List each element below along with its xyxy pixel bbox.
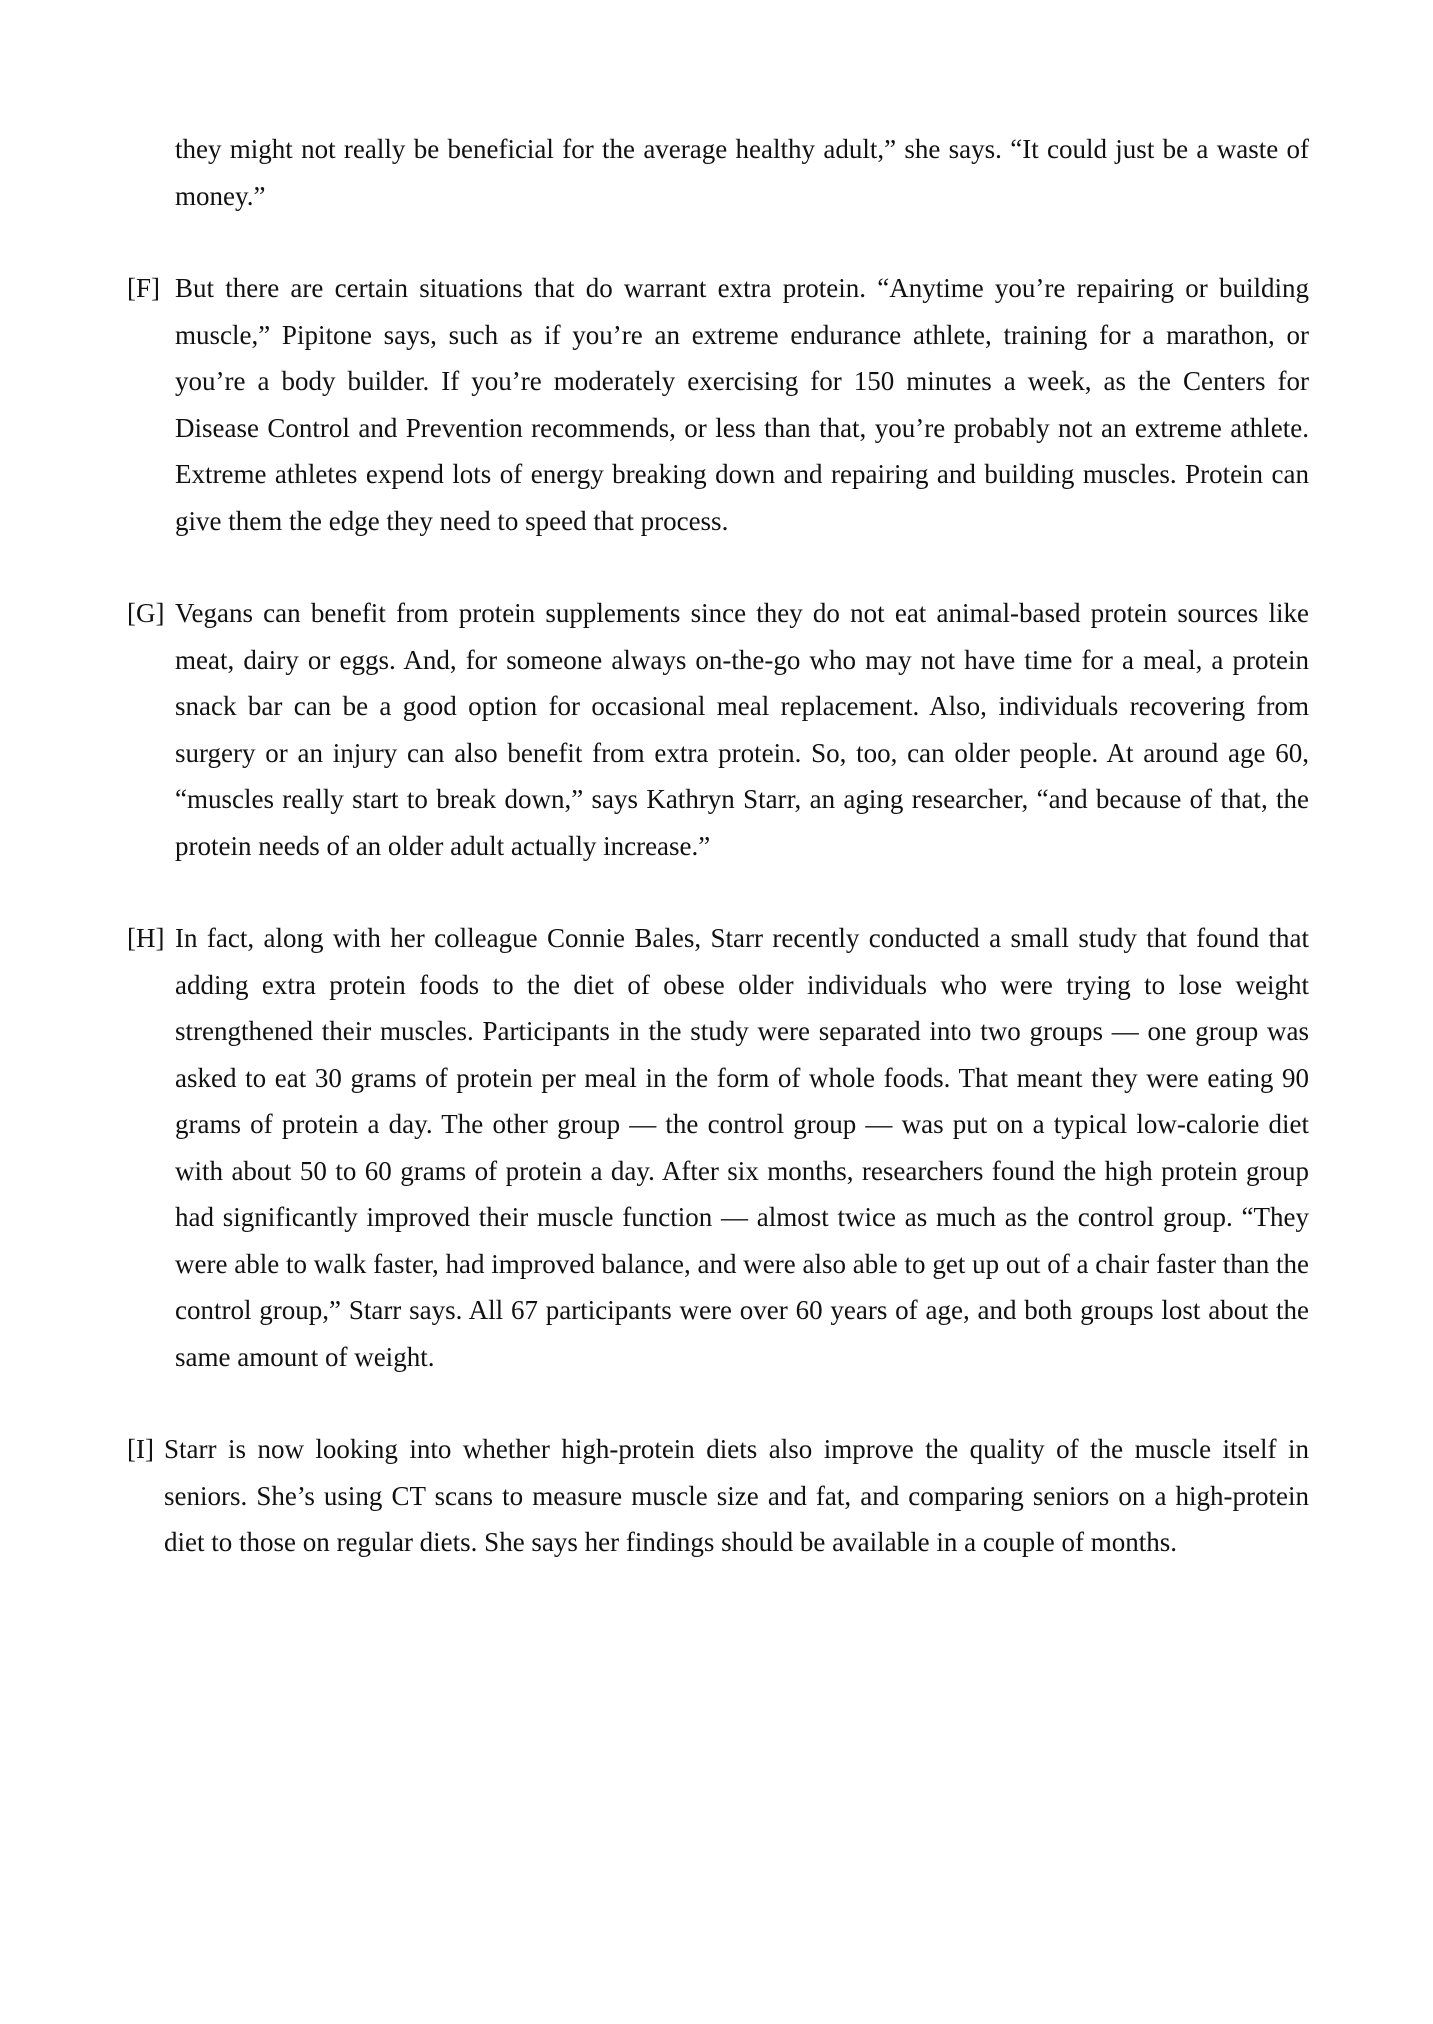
paragraph-i bbox=[127, 1426, 1309, 1566]
paragraph-continued bbox=[127, 126, 1309, 219]
paragraph-label: [G] bbox=[127, 598, 165, 628]
paragraph-label: [I] bbox=[127, 1434, 154, 1464]
paragraph-f bbox=[127, 265, 1309, 544]
paragraph-text: Vegans can benefit from protein supplements since they do not eat animal-based protein sources like meat, dairy or eggs. And, for someone always on-the-go who may not have time for a meal, a protein snack bar can be a good option for occasional meal replacement. Also, individuals recovering from surgery or an injury can also benefit from extra protein. So, too, can older people. At around age 60, “muscles really start to break down,” says Kathryn Starr, an aging researcher, “and because of that, the protein needs of an older adult actually increase.” bbox=[175, 598, 1309, 861]
paragraph-g bbox=[127, 590, 1309, 869]
paragraph-text: In fact, along with her colleague Connie Bales, Starr recently conducted a small study that found that adding extra protein foods to the diet of obese older individuals who were trying to lose weight strengthened their muscles. Participants in the study were separated into two groups — one group was asked to eat 30 grams of protein per meal in the form of whole foods. That meant they were eating 90 grams of protein a day. The other group — the control group — was put on a typical low-calorie diet with about 50 to 60 grams of protein a day. After six months, researchers found the high protein group had significantly improved their muscle function — almost twice as much as the control group. “They were able to walk faster, had improved balance, and were also able to get up out of a chair faster than the control group,” Starr says. All 67 participants were over 60 years of age, and both groups lost about the same amount of weight. bbox=[175, 923, 1309, 1372]
paragraph-text: they might not really be beneficial for the average healthy adult,” she says. “It could just be a waste of money.” bbox=[175, 134, 1309, 211]
paragraph-label: [H] bbox=[127, 923, 165, 953]
paragraph-h bbox=[127, 915, 1309, 1380]
paragraph-text: But there are certain situations that do warrant extra protein. “Anytime you’re repairing or building muscle,” Pipitone says, such as if you’re an extreme endurance athlete, training for a marathon, or you’re a body builder. If you’re moderately exercising for 150 minutes a week, as the Centers for Disease Control and Prevention recommends, or less than that, you’re probably not an extreme athlete. Extreme athletes expend lots of energy breaking down and repairing and building muscles. Protein can give them the edge they need to speed that process. bbox=[175, 273, 1309, 536]
paragraph-label: [F] bbox=[127, 273, 160, 303]
paragraph-text: Starr is now looking into whether high-protein diets also improve the quality of the muscle itself in seniors. She’s using CT scans to measure muscle size and fat, and comparing seniors on a high-protein diet to those on regular diets. She says her findings should be available in a couple of months. bbox=[164, 1434, 1309, 1557]
